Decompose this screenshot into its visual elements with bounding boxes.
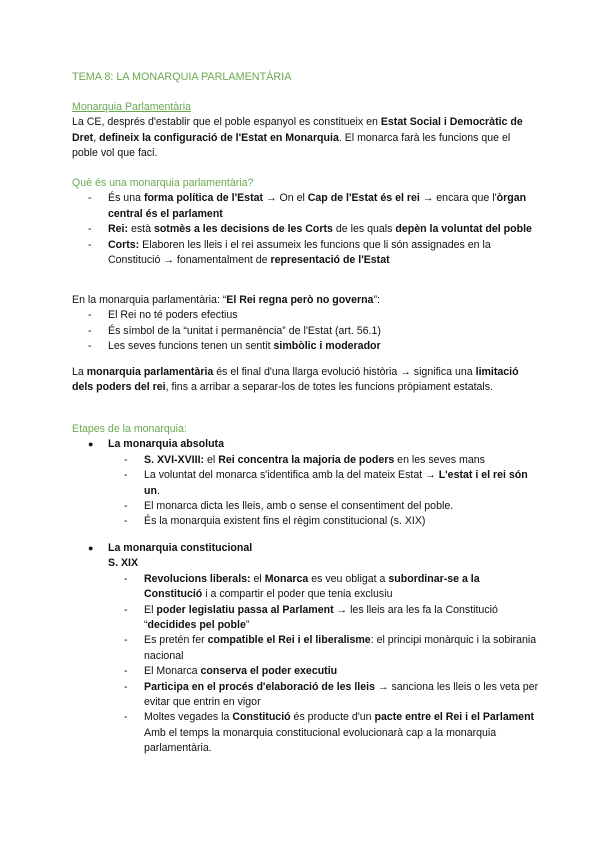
intro-line: En la monarquia parlamentària: “El Rei regna però no governa”: bbox=[72, 294, 380, 306]
list-item: - El poder legislatiu passa al Parlament → les lleis ara les fa la Constitució “decidides pel poble” bbox=[72, 603, 540, 634]
list-item: - Rei: està sotmès a les decisions de les Corts de les quals depèn la voluntat del poble bbox=[72, 222, 532, 237]
sxix-label: S. XIX bbox=[108, 557, 139, 570]
list-item: - És una forma política de l'Estat → On el Cap de l'Estat és el rei → encara que l'òrgan central és el parlament bbox=[72, 191, 532, 222]
section-heading: Etapes de la monarquia: bbox=[72, 423, 187, 435]
section-heading: Monarquia Parlamentària bbox=[72, 101, 191, 113]
intro-paragraph: La CE, després d'establir que el poble espanyol es constitueix en Estat Social i Democràtic de Dret, defineix la configuració de l'Estat en Monarquia. El monarca farà les funcions que el poble vol que faci. bbox=[72, 116, 523, 160]
definition-list bbox=[72, 191, 532, 268]
list-item: - La voluntat del monarca s'identifica amb la del mateix Estat → L'estat i el rei són un. bbox=[72, 468, 540, 499]
list-item: - Revolucions liberals: el Monarca es veu obligat a subordinar-se a la Constitució i a compartir el poder que tenia exclusiu bbox=[72, 572, 540, 603]
list-item: - El Rei no té poders efectius bbox=[72, 308, 532, 323]
list-item: - El Monarca conserva el poder executiu bbox=[72, 664, 540, 679]
absoluta-list bbox=[72, 453, 540, 530]
stage-absoluta: ● La monarquia absoluta bbox=[72, 437, 540, 452]
section-etapes bbox=[72, 422, 540, 530]
evolution-paragraph: La monarquia parlamentària és el final d'una llarga evolució història → significa una limitació dels poders del rei, fins a arribar a separar-los de totes les funcions pròpiament estatals. bbox=[72, 366, 519, 394]
section-constitucional bbox=[72, 541, 540, 757]
stage-constitucional: ● La monarquia constitucional bbox=[72, 541, 540, 556]
constitucional-list bbox=[72, 572, 540, 757]
closing-text: Amb el temps la monarquia constitucional evolucionarà cap a la monarquia parlamentària. bbox=[144, 726, 497, 755]
list-item: - Participa en el procés d'elaboració de les lleis → sanciona les lleis o les veta per evitar que entrin en vigor bbox=[72, 680, 540, 711]
page-title: TEMA 8: LA MONARQUIA PARLAMENTÀRIA bbox=[72, 71, 292, 83]
section-monarquia-parlamentaria bbox=[72, 100, 532, 162]
section-heading: Què és una monarquia parlamentària? bbox=[72, 177, 254, 189]
list-item: - Es pretén fer compatible el Rei i el liberalisme: el principi monàrquic i la sobirania nacional bbox=[72, 633, 540, 664]
list-item: - És la monarquia existent fins el règim constitucional (s. XIX) bbox=[72, 514, 540, 529]
rei-list bbox=[72, 308, 532, 354]
list-item: - Moltes vegades la Constitució és producte d'un pacte entre el Rei i el Parlament Amb el temps la monarquia constitucional evolucionarà cap a la monarquia parlamentària. bbox=[72, 710, 540, 756]
list-item: - És símbol de la “unitat i permanència” de l'Estat (art. 56.1) bbox=[72, 324, 532, 339]
section-evolucio bbox=[72, 365, 532, 396]
section-rei-regna bbox=[72, 293, 532, 355]
section-que-es bbox=[72, 176, 532, 268]
list-item: - El monarca dicta les lleis, amb o sense el consentiment del poble. bbox=[72, 499, 540, 514]
list-item: - Corts: Elaboren les lleis i el rei assumeix les funcions que li són assignades en la Constitució → fonamentalment de representació de l'Estat bbox=[72, 238, 532, 269]
list-item: - Les seves funcions tenen un sentit simbòlic i moderador bbox=[72, 339, 532, 354]
list-item: - S. XVI-XVIII: el Rei concentra la majoria de poders en les seves mans bbox=[72, 453, 540, 468]
